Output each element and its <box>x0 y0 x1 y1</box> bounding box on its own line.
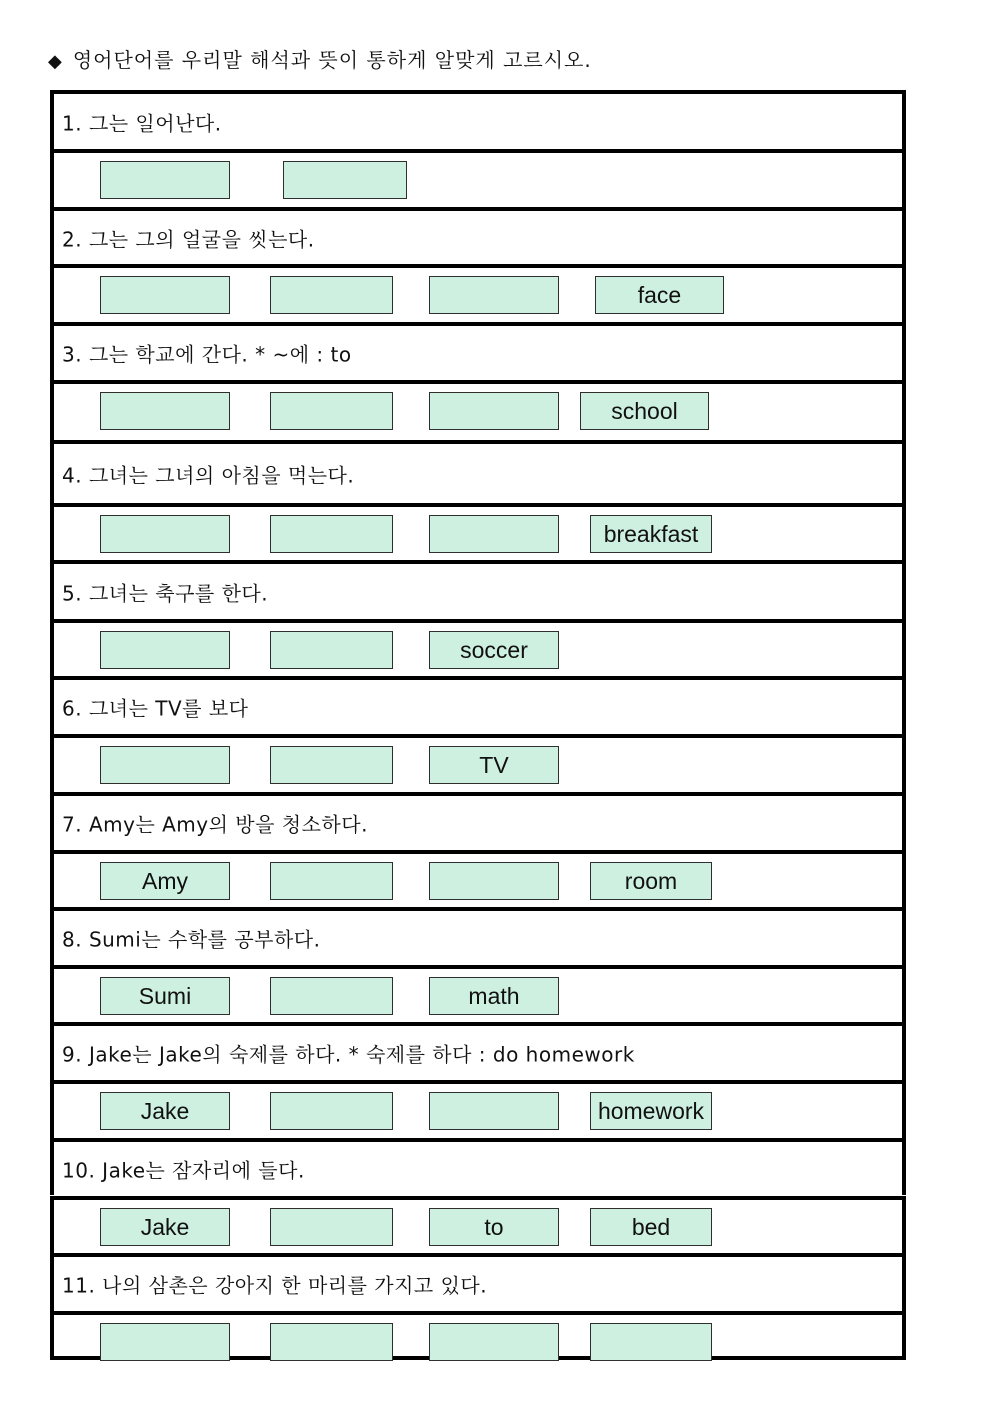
answer-drop-slot[interactable] <box>429 276 559 314</box>
answer-row <box>50 734 906 792</box>
answer-row <box>50 149 906 207</box>
question-row <box>50 792 906 850</box>
question-text: 7. Amy는 Amy의 방을 청소하다. <box>62 812 368 837</box>
answer-drop-slot[interactable] <box>270 392 393 430</box>
diamond-bullet-icon: ◆ <box>48 51 63 72</box>
answer-drop-slot[interactable] <box>270 977 393 1015</box>
question-text: 6. 그녀는 TV를 보다 <box>62 696 249 721</box>
answer-drop-slot[interactable] <box>100 746 230 784</box>
word-tile[interactable]: homework <box>590 1092 712 1130</box>
question-text: 10. Jake는 잠자리에 들다. <box>62 1158 305 1182</box>
question-text: 8. Sumi는 수학를 공부하다. <box>62 927 321 952</box>
word-tile[interactable]: soccer <box>429 631 559 669</box>
answer-drop-slot[interactable] <box>270 746 393 784</box>
answer-row <box>50 850 906 907</box>
question-text: 4. 그녀는 그녀의 아침을 먹는다. <box>62 463 355 487</box>
question-row <box>50 90 906 149</box>
answer-drop-slot[interactable] <box>270 631 393 669</box>
word-tile[interactable]: breakfast <box>590 515 712 553</box>
answer-row <box>50 503 906 560</box>
word-tile[interactable]: face <box>595 276 724 314</box>
answer-drop-slot[interactable] <box>100 631 230 669</box>
answer-drop-slot[interactable] <box>590 1323 712 1361</box>
question-row <box>50 1253 906 1311</box>
instruction-text: 영어단어를 우리말 해석과 뜻이 통하게 알맞게 고르시오. <box>72 48 592 72</box>
word-tile[interactable]: to <box>429 1208 559 1246</box>
word-tile[interactable]: school <box>580 392 709 430</box>
answer-row <box>50 264 906 322</box>
answer-drop-slot[interactable] <box>429 1092 559 1130</box>
answer-drop-slot[interactable] <box>270 515 393 553</box>
answer-drop-slot[interactable] <box>270 1092 393 1130</box>
answer-row <box>50 1080 906 1138</box>
word-tile[interactable]: Jake <box>100 1208 230 1246</box>
word-tile[interactable]: math <box>429 977 559 1015</box>
answer-row <box>50 965 906 1022</box>
word-tile[interactable]: TV <box>429 746 559 784</box>
question-text: 11. 나의 삼촌은 강아지 한 마리를 가지고 있다. <box>62 1273 488 1298</box>
answer-drop-slot[interactable] <box>429 515 559 553</box>
question-text: 2. 그는 그의 얼굴을 씻는다. <box>62 227 315 251</box>
answer-drop-slot[interactable] <box>100 392 230 430</box>
question-text: 9. Jake는 Jake의 숙제를 하다. * 숙제를 하다 : do homework <box>62 1042 635 1067</box>
word-tile[interactable]: Jake <box>100 1092 230 1130</box>
question-row <box>50 907 906 965</box>
answer-drop-slot[interactable] <box>100 515 230 553</box>
worksheet-table <box>50 90 906 1360</box>
answer-row <box>50 380 906 440</box>
word-tile[interactable]: room <box>590 862 712 900</box>
answer-drop-slot[interactable] <box>100 276 230 314</box>
answer-row <box>50 1196 906 1253</box>
answer-drop-slot[interactable] <box>429 862 559 900</box>
answer-drop-slot[interactable] <box>270 1323 393 1361</box>
question-row <box>50 207 906 264</box>
answer-row <box>50 1311 906 1360</box>
answer-drop-slot[interactable] <box>100 161 230 199</box>
question-row <box>50 676 906 734</box>
question-text: 1. 그는 일어난다. <box>62 111 222 135</box>
word-tile[interactable]: bed <box>590 1208 712 1246</box>
instruction <box>48 44 592 73</box>
answer-drop-slot[interactable] <box>270 862 393 900</box>
question-row <box>50 440 906 503</box>
question-row <box>50 1022 906 1080</box>
word-tile[interactable]: Sumi <box>100 977 230 1015</box>
answer-drop-slot[interactable] <box>270 276 393 314</box>
answer-drop-slot[interactable] <box>100 1323 230 1361</box>
answer-row <box>50 619 906 676</box>
question-text: 3. 그는 학교에 간다. * ~에 : to <box>62 342 352 367</box>
answer-drop-slot[interactable] <box>270 1208 393 1246</box>
question-text: 5. 그녀는 축구를 한다. <box>62 581 269 605</box>
word-tile[interactable]: Amy <box>100 862 230 900</box>
answer-drop-slot[interactable] <box>283 161 407 199</box>
question-row <box>50 560 906 619</box>
answer-drop-slot[interactable] <box>429 392 559 430</box>
question-row <box>50 322 906 380</box>
answer-drop-slot[interactable] <box>429 1323 559 1361</box>
question-row <box>50 1138 906 1195</box>
